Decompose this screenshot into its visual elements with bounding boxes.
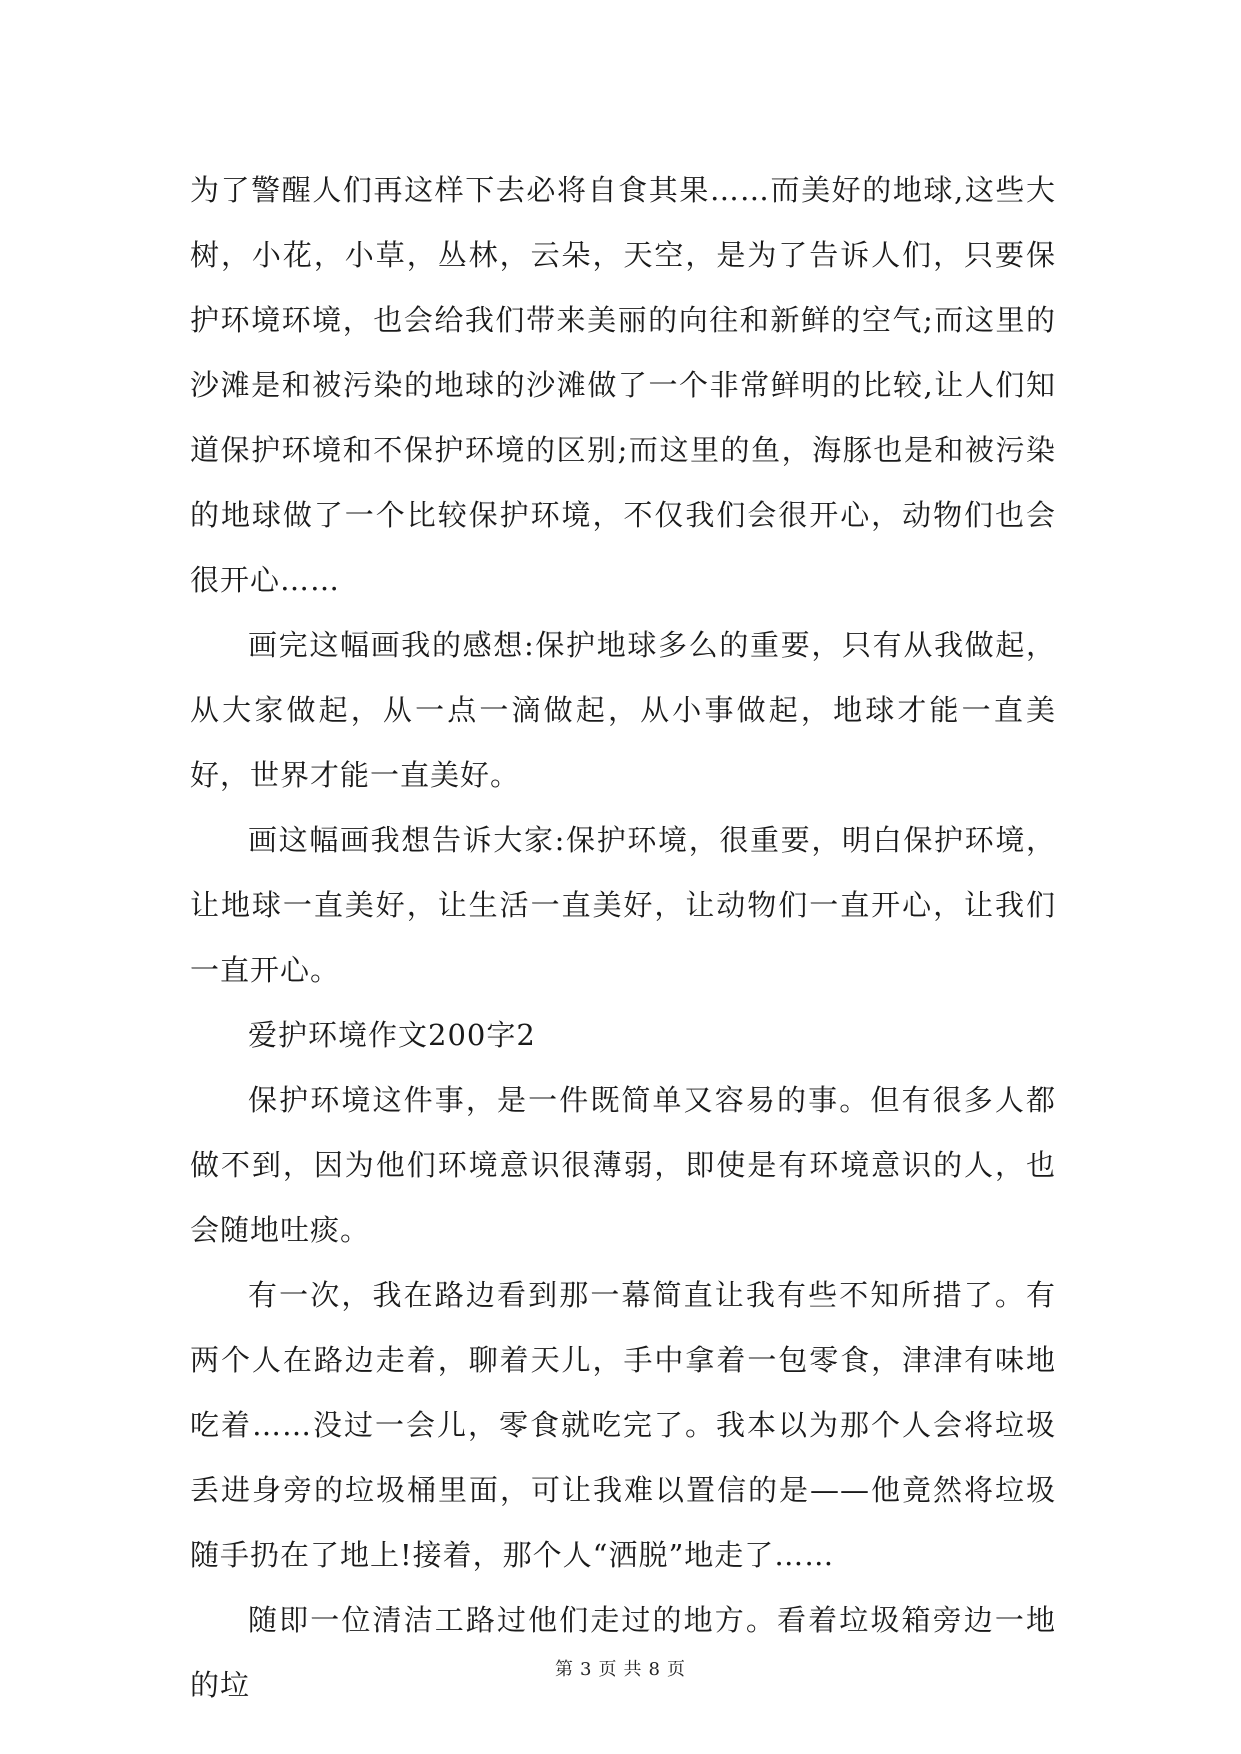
footer-current-page: 3 bbox=[580, 1659, 593, 1680]
footer-page-word: 页 bbox=[598, 1659, 618, 1680]
document-body bbox=[190, 158, 1056, 1718]
footer-total-pages: 8 bbox=[648, 1659, 661, 1680]
footer-prefix: 第 bbox=[555, 1659, 575, 1680]
section-heading: 爱护环境作文200字2 bbox=[248, 1018, 536, 1052]
paragraph-3: 画这幅画我想告诉大家:保护环境，很重要，明白保护环境，让地球一直美好，让生活一直美好，让动物们一直开心，让我们一直开心。 bbox=[190, 823, 1056, 987]
footer-suffix: 页 bbox=[666, 1659, 686, 1680]
paragraph-2: 画完这幅画我的感想:保护地球多么的重要，只有从我做起，从大家做起，从一点一滴做起，从小事做起，地球才能一直美好，世界才能一直美好。 bbox=[190, 628, 1056, 792]
footer-total-prefix: 共 bbox=[623, 1659, 643, 1680]
paragraph-6: 有一次，我在路边看到那一幕简直让我有些不知所措了。有两个人在路边走着，聊着天儿，手中拿着一包零食，津津有味地吃着……没过一会儿，零食就吃完了。我本以为那个人会将垃圾丢进身旁的垃圾桶里面，可让我难以置信的是——他竟然将垃圾随手扔在了地上!接着，那个人“洒脱”地走了…… bbox=[190, 1278, 1056, 1572]
paragraph-7: 随即一位清洁工路过他们走过的地方。看着垃圾箱旁边一地的垃 bbox=[190, 1603, 1056, 1702]
paragraph-5: 保护环境这件事，是一件既简单又容易的事。但有很多人都做不到，因为他们环境意识很薄弱，即使是有环境意识的人，也会随地吐痰。 bbox=[190, 1083, 1056, 1247]
page-footer bbox=[0, 1655, 1241, 1681]
paragraph-1: 为了警醒人们再这样下去必将自食其果……而美好的地球,这些大树，小花，小草，丛林，云朵，天空，是为了告诉人们，只要保护环境环境，也会给我们带来美丽的向往和新鲜的空气;而这里的沙滩是和被污染的地球的沙滩做了一个非常鲜明的比较,让人们知道保护环境和不保护环境的区别;而这里的鱼，海豚也是和被污染的地球做了一个比较保护环境，不仅我们会很开心，动物们也会很开心…… bbox=[190, 173, 1056, 597]
